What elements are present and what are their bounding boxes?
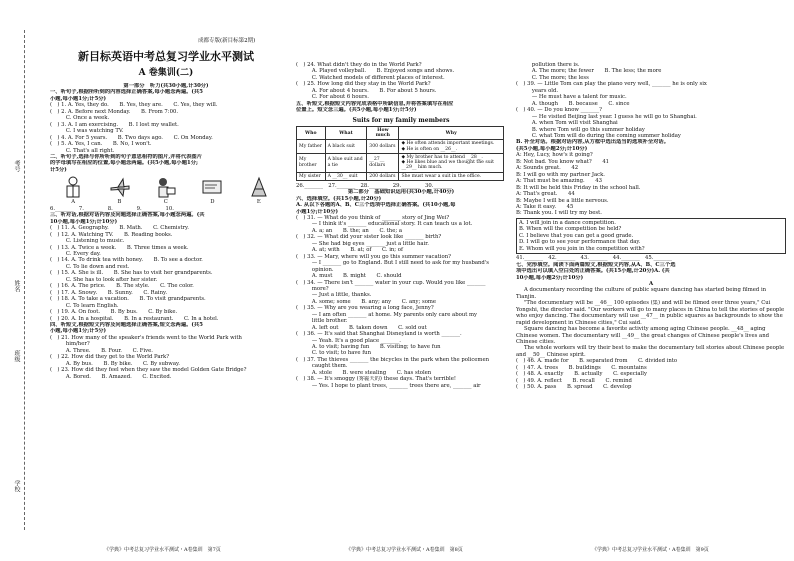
question-line: ( ) 38. — It's smoggy (雾霾天的) these days. That's terrible!: [296, 376, 456, 383]
question-line: ( ) 50. A. pass B. spread C. develop: [516, 384, 632, 391]
question-line: C. To lie down and rest.: [50, 263, 130, 270]
question-line: A. The more; the fewer B. The less; the more: [516, 68, 662, 75]
question-line: C. Every day.: [50, 250, 101, 257]
option-line: A. I will join in a dance competition.: [519, 219, 616, 226]
question-line: ( ) 18. A. To take a vacation. B. To visit grandparents.: [50, 296, 206, 303]
question-line: ( ) 15. A. She is ill. B. She has to visit her grandparents.: [50, 270, 213, 277]
question-line: A. By bus. B. By bike. C. By subway.: [50, 360, 180, 367]
question-line: ( ) 49. A. reflect B. recall C. remind: [516, 377, 632, 384]
question-line: ( ) 21. How many of the speaker's friends went to the World Park with: [50, 334, 242, 341]
passage-paragraph: "The documentary will be __46__ 100 episodes (集) and will be filmed over three years," Cui Yongshi, the director said. "Our workers will go to many places in China to tell the stories of people who enjoy dancing. The documentary will use __47__ in public squares as backgrounds to show the rapid development in Chinese cities," Cui said.: [516, 300, 785, 326]
dialog-line: B: Thank you. I will try my best.: [516, 210, 602, 217]
question-line: — I _______ go to England. But I still need to ask for my husband's: [296, 260, 489, 267]
section5-instr: 五、听短文,根据短文内容完成表格中所缺信息,并将答案填写在相应: [296, 100, 454, 107]
table-row: [297, 172, 504, 180]
section3-instr: 三、听对话,根据对话内容及问题选择正确答案,每小题念两遍。(共: [50, 212, 205, 219]
question-line: A. left out B. taken down C. sold out: [296, 324, 427, 331]
doctor-picture: [62, 176, 84, 198]
table-cell: A blue suit and a tie: [325, 153, 367, 172]
table-row: [297, 153, 504, 172]
dialog-line: A: Hey, Lucy, how's it going?: [516, 152, 593, 159]
dialog-line: A: Take it easy. 45: [516, 203, 574, 210]
question-line: ( ) 34. — There isn't _______ water in your cup. Would you like _______: [296, 279, 486, 286]
picture-letter: C: [163, 199, 168, 206]
table-cell: 200 dollars: [367, 172, 399, 180]
option-line: B. When will the competition be held?: [519, 226, 622, 233]
question-line: pollution there is.: [516, 62, 580, 68]
picture-letter: B: [117, 199, 122, 206]
question-line: A. when Tom will visit Shanghai: [516, 120, 618, 127]
binding-label-school: 学校: [13, 480, 20, 492]
section6-instr: A. 从以下各题的A、B、C三个选项中选择正确答案。(共10小题,每: [296, 202, 456, 209]
question-line: ( ) 25. How long did they stay in the World Park?: [296, 81, 431, 88]
section2-instr: 的字母填写在相应的位置,每小题念两遍。(共5小题,每小题1分;: [50, 160, 198, 167]
reading-girl-picture: [155, 176, 177, 198]
binding-label-kaohao: 考号: [13, 160, 20, 172]
question-line: little brother.: [296, 318, 348, 325]
question-line: C. what Tom will do during the coming summer holiday: [516, 132, 681, 139]
question-line: A. For about 4 hours. B. For about 5 hours.: [296, 87, 437, 94]
dialog-line: B: Not bad. You know what? 41: [516, 158, 610, 165]
question-line: — I think it's _______ educational story. It can teach us a lot.: [296, 221, 473, 228]
question-line: A. a; an B. the; an C. the; a: [296, 227, 402, 234]
question-line: ( ) 40. — Do you know _______?: [516, 107, 603, 114]
traffic-cone-picture: [248, 176, 270, 198]
section7-instr: 10小题,每小题2分;计10分): [516, 274, 584, 281]
question-line: ( ) 22. How did they get to the World Park?: [50, 354, 170, 361]
question-line: C. Watched models of different places of interest.: [296, 74, 445, 81]
options-box: [516, 218, 786, 254]
question-line: ( ) 24. What didn't they do in the World Park?: [296, 62, 422, 68]
exam-subtitle: A 卷集训(二): [138, 68, 194, 78]
binding-line: [24, 30, 25, 530]
picture-row: [50, 176, 282, 198]
question-line: ( ) 14. A. To drink tea with honey. B. To see a doctor.: [50, 257, 203, 264]
section1-instr: 一、听句子,根据所听到的内容选择正确答案,每小题念两遍。(共5: [50, 89, 203, 96]
question-line: ( ) 48. A. exactly B. actually C. especially: [516, 371, 647, 378]
question-line: ( ) 31. — What do you think of _______ story of Jing Wei?: [296, 214, 450, 221]
question-line: ( ) 35. — Why are you wearing a long face, Jenny?: [296, 305, 434, 312]
table-cell: My brother: [297, 153, 326, 172]
question-line: ( ) 47. A. trees B. buildings C. mountains: [516, 364, 647, 371]
dialog-line: B: I will go with my partner Jack.: [516, 171, 605, 178]
question-line: ( ) 16. A. The price. B. The style. C. The color.: [50, 283, 194, 290]
question-line: A. to visit; having fun B. visiting; to have fun: [296, 344, 441, 351]
question-line: C. I was watching TV.: [50, 128, 124, 135]
table-cell: ◆ My brother has to attend __28__. ◆ He likes blue and we thought the suit __29__ him much.: [399, 153, 504, 172]
table-header: What: [325, 127, 367, 140]
binding-label-name: 姓名: [13, 280, 20, 292]
question-line: C. Once a week.: [50, 115, 110, 122]
table-header-row: [297, 127, 504, 140]
section2-instr: 计5分): [50, 166, 67, 173]
question-line: ( ) 32. — What did your sister look like _______ birth?: [296, 234, 442, 241]
question-line: C. Listening to music.: [50, 238, 125, 245]
ticket-picture: [201, 176, 223, 198]
question-line: ( ) 5. A. Yes, I can. B. No, I won't.: [50, 141, 152, 148]
part1-heading: 第一部分 听力(共30小题,计30分): [123, 83, 209, 89]
table-cell: She must wear a suit in the office.: [399, 172, 504, 180]
section4-instr: 四、听短文,根据短文内容及问题选择正确答案,短文念两遍。(共5: [50, 321, 203, 328]
question-line: ( ) 37. The thieves _______ the bicycles in the park when the policemen: [296, 356, 489, 363]
picture-letter: A: [71, 199, 76, 206]
question-line: caught them.: [296, 363, 348, 370]
sectionB-instr: (共5小题,每小题2分;计10分): [516, 145, 588, 152]
answer-blanks[interactable]: 6._______ 7._______ 8._______ 9._______ 10._______: [50, 205, 193, 212]
table-caption: Suits for my family members: [352, 116, 450, 124]
section7-instr: 七、完形填空。阅读下面两篇短文,根据短文内容,从A、B、C三个选: [516, 261, 676, 268]
section7-instr: 项中选出可以填入空白处的正确答案。(共15小题,计20分)A. (共: [516, 268, 670, 275]
dialog-line: B: It will be held this Friday in the school hall.: [516, 184, 641, 191]
question-line: A. must B. might C. should: [296, 273, 402, 280]
option-line: E. Whom will you join in the competition with?: [519, 245, 645, 252]
question-line: A. at; with B. at; of C. in; of: [296, 247, 403, 254]
column-1: [50, 40, 282, 380]
table-header: Why: [399, 127, 504, 140]
picture-letter: D: [210, 199, 215, 206]
question-line: opinion.: [296, 266, 334, 273]
question-line: ( ) 36. — It's said that Shanghai Disneyland is worth _______.: [296, 331, 462, 338]
binding-label-class: 班级: [13, 350, 20, 362]
dialog-line: A: That's great. 44: [516, 191, 575, 198]
question-line: B. where Tom will go this summer holiday: [516, 126, 645, 133]
question-line: ( ) 13. A. Twice a week. B. Three times a week.: [50, 244, 189, 251]
edition-header: 成都专版(新目标第2期): [198, 38, 256, 44]
table-cell: A black suit: [325, 140, 367, 153]
question-line: A. Played volleyball. B. Enjoyed songs and shows.: [296, 68, 455, 75]
question-line: A. though B. because C. since: [516, 100, 630, 107]
question-line: ( ) 11. A. Geography. B. Math. C. Chemistry.: [50, 225, 189, 232]
table-cell: 300 dollars: [367, 140, 399, 153]
question-line: C. to visit; to have fun: [296, 350, 371, 357]
exam-title: 新目标英语中考总复习学业水平测试: [78, 50, 254, 63]
question-line: ( ) 2. A. Before next Monday. B. From 7:00.: [50, 108, 178, 115]
question-line: ( ) 1. A. Yes, they do. B. Yes, they are. C. Yes, they will.: [50, 102, 218, 109]
section6-instr: 六、选择填空。(共15小题,计20分): [296, 195, 382, 202]
question-line: ( ) 3. A. I am exercising. B. I lost my wallet.: [50, 121, 179, 128]
question-line: C. That's all right.: [50, 147, 115, 154]
passage-letter: A: [648, 280, 654, 287]
question-line: more?: [296, 285, 329, 292]
question-line: C. The more; the less: [516, 74, 589, 81]
dialog-line: A: Sounds great. 42: [516, 165, 579, 172]
table-cell: ◆ He often attends important meetings. ◆ He is often on __26__.: [399, 140, 504, 153]
question-line: — He must have a talent for music.: [516, 94, 627, 101]
page-footer: 《学典》中考总复习学业水平测试・A卷集训 第7页: [104, 547, 221, 553]
question-line: ( ) 46. A. made for B. separated from C. divided into: [516, 358, 678, 365]
table-cell: __27__ dollars: [367, 153, 399, 172]
section6-instr: 小题1分;计10分): [296, 208, 339, 215]
question-line: ( ) 23. How did they feel when they saw the model Golden Gate Bridge?: [50, 367, 247, 374]
table-cell: My father: [297, 140, 326, 153]
question-line: C. To learn English.: [50, 302, 119, 309]
passage-paragraph: The whole workers will try their best to make the documentary tell stories about Chinese people and __50__ Chinese spirit.: [516, 345, 785, 358]
binding-margin: [0, 10, 42, 550]
passage-paragraph: A documentary recording the culture of public square dancing has started being filmed in Tianjin.: [516, 287, 767, 300]
question-line: ( ) 12. A. Watching TV. B. Reading books.: [50, 231, 173, 238]
question-line: A. some; some B. any; any C. any; some: [296, 298, 437, 305]
table-header: Who: [297, 127, 326, 140]
question-line: ( ) 4. A. For 5 years. B. Two days ago. C. On Monday.: [50, 134, 213, 141]
section2-instr: 二、听句子,选择与你所听到的句子意思相符的图片,并将代表图片: [50, 153, 203, 160]
question-line: ( ) 33. — Mary, where will you go this summer vacation?: [296, 253, 451, 260]
option-line: C. I believe that you can get a good grade.: [519, 232, 634, 239]
question-line: C. She has to look after her sister.: [50, 276, 158, 283]
table-header: How much: [367, 127, 399, 140]
question-line: A. Three. B. Four. C. Five.: [50, 347, 153, 354]
column-2: [296, 62, 506, 389]
picture-letter: E: [256, 199, 261, 206]
option-line: D. I will go to see your performance that day.: [519, 239, 641, 246]
column-3: [516, 62, 786, 391]
section4-instr: 小题,每小题1分;计5分): [50, 328, 107, 335]
question-line: ( ) 19. A. On foot. B. By bus. C. By bike.: [50, 309, 178, 316]
question-line: ( ) 17. A. Snowy. B. Sunny. C. Rainy.: [50, 289, 168, 296]
section3-instr: 10小题,每小题1分;计10分): [50, 218, 118, 225]
question-line: C. For about 6 hours.: [296, 94, 369, 101]
question-line: — I am often _______ at home. My parents only care about my: [296, 311, 478, 318]
dialog-line: B: Maybe I will be a little nervous.: [516, 197, 609, 204]
sectionB-instr: B. 补全对话。根据对话内容,从方框中选出适当的选项补全对话。: [516, 139, 670, 146]
table-cell: A __30__ suit: [325, 172, 367, 180]
table-row: [297, 140, 504, 153]
question-line: ( ) 39. — Little Tom can play the piano very well, _______ he is only six: [516, 81, 707, 88]
dialog-line: A: That must be amazing. 43: [516, 178, 603, 185]
question-line: him/her?: [50, 341, 90, 348]
table-cell: My sister: [297, 172, 326, 180]
question-line: A. stole B. were stealing C. has stolen: [296, 369, 432, 376]
question-line: — Just a little, thanks.: [296, 292, 372, 299]
question-line: — Yeah. It's a good place _______.: [296, 337, 401, 344]
passage-paragraph: Square dancing has become a favorite activity among aging Chinese people. __48__ aging Chinese women. The documentary will __49__ the great changes of Chinese people's lives and Chinese cities.: [516, 326, 770, 346]
question-line: A. Bored. B. Amazed. C. Excited.: [50, 373, 172, 380]
question-line: years old.: [516, 87, 559, 94]
page-footer: 《学典》中考总复习学业水平测试・A卷集训 第9页: [592, 547, 709, 553]
question-line: ( ) 20. A. In a hospital. B. In a restaurant. C. In a hotel.: [50, 315, 219, 322]
question-line: — He visited Beijing last year. I guess he will go to Shanghai.: [516, 113, 697, 120]
section1-instr: 小题,每小题1分;计5分): [50, 95, 107, 102]
question-line: — Yes. I hope to plant trees, _______ trees there are, _______ air: [296, 382, 481, 389]
answer-blanks[interactable]: 26._______ 27._______ 28._______ 29._______ 30._______: [296, 182, 453, 189]
part2-heading: 第二部分 基础知识运用(共30小题,计40分): [347, 189, 455, 196]
question-line: — She had big eyes _______ just a little hair.: [296, 240, 429, 247]
answer-blanks[interactable]: 41._______ 42._______ 43._______ 44._______ 45._______: [516, 255, 673, 262]
page-footer: 《学典》中考总复习学业水平测试・A卷集训 第8页: [346, 547, 463, 553]
section5-instr: 位置上。短文念三遍。(共5小题,每小题1分;计5分): [296, 107, 417, 114]
suits-table: [296, 126, 504, 181]
airplane-picture: [109, 176, 131, 198]
